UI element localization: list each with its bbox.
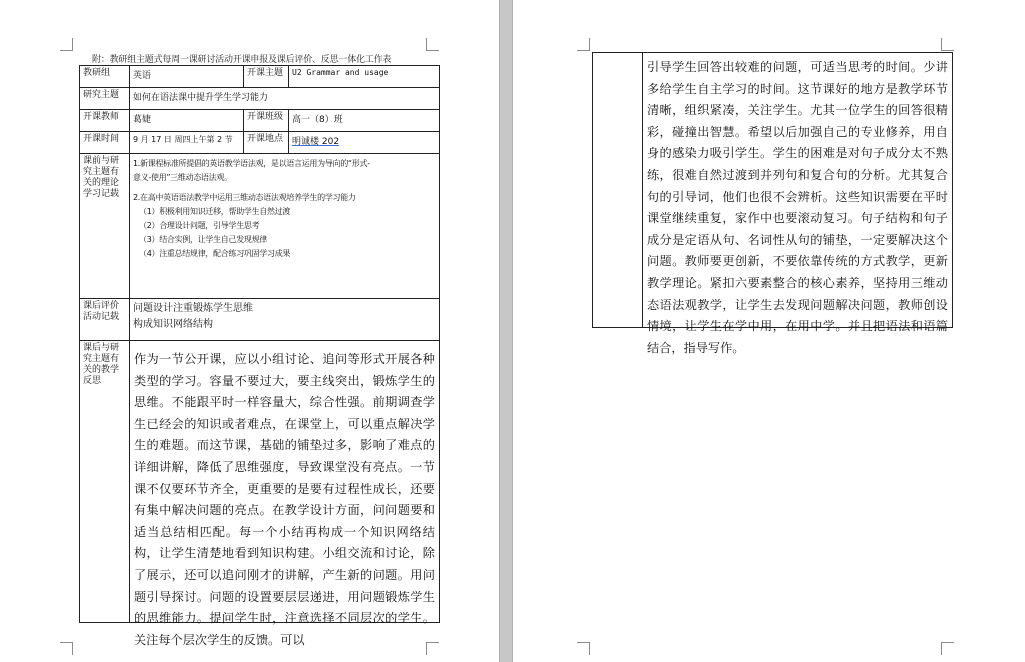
time-value: 9 月 17 日 周四上午第 2 节 <box>130 132 244 154</box>
document-title: 附：教研组主题式每周一课研讨活动开课申报及课后评价、反思一体化工作表 <box>92 55 392 65</box>
worksheet-table-continued <box>592 52 953 355</box>
crop-mark <box>60 38 73 51</box>
reflection-label: 课后与研究主题有关的教学反思 <box>80 341 130 623</box>
teacher-label: 开课教师 <box>80 110 130 132</box>
teacher-value: 葛婕 <box>130 110 244 132</box>
empty-label-cell <box>593 53 643 328</box>
theory-sub-3: （3）结合实例，让学生自己发现规律 <box>139 235 267 244</box>
research-theme-label: 研究主题 <box>80 88 130 110</box>
theory-study-label: 课前与研究主题有关的理论学习记载 <box>80 154 130 299</box>
table-row <box>80 110 440 132</box>
crop-mark <box>941 38 954 51</box>
evaluation-content <box>130 299 440 341</box>
topic-value: U2 Grammar and usage <box>289 66 440 88</box>
time-label: 开课时间 <box>80 132 130 154</box>
place-label: 开课地点 <box>244 132 289 154</box>
table-row <box>80 88 440 110</box>
reflection-continued <box>643 53 953 355</box>
evaluation-label: 课后评价活动记载 <box>80 299 130 341</box>
theory-sub-1: （1）积极利用知识迁移，帮助学生自然过渡 <box>139 207 291 216</box>
topic-label: 开课主题 <box>244 66 289 88</box>
crop-mark <box>577 38 590 51</box>
crop-mark <box>426 642 439 655</box>
worksheet-table <box>79 65 440 647</box>
group-label: 教研组 <box>80 66 130 88</box>
class-value: 高一（8）班 <box>289 110 440 132</box>
document-page-1 <box>0 0 500 662</box>
crop-mark <box>577 642 590 655</box>
table-row <box>80 299 440 341</box>
table-row <box>593 53 953 328</box>
evaluation-line-2: 构成知识网络结构 <box>133 319 213 330</box>
place-value <box>289 132 440 154</box>
crop-mark <box>426 38 439 51</box>
theory-item-2: 2.在高中英语语法教学中运用三维动态语法观培养学生的学习能力 <box>133 193 356 202</box>
theory-item-1-cont: 意义-使用”三维动态语法观。 <box>133 173 232 182</box>
research-theme-value: 如何在语法课中提升学生学习能力 <box>130 88 440 110</box>
reflection-text: 作为一节公开课，应以小组讨论、追问等形式开展各种类型的学习。容量不要过大，要主线突出，锻炼学生的思维。不能跟平时一样容量大，综合性强。前期调查学生已经会的知识或者难点，在课堂上，可以重点解决学生的难题。而这节课，基础的铺垫过多，影响了难点的详细讲解，降低了思维强度，导致课堂没有亮点。一节课不仅要环节齐全，更重要的是要有过程性成长，还要有集中解决问题的亮点。在教学设计方面，问问题要和适当总结相匹配。每一个小结再构成一个知识网络结构，让学生清楚地看到知识构建。小组交流和讨论，除了展示，还可以追问刚才的讲解，产生新的问题。用问题引导探讨。问题的设置要层层递进，用问题锻炼学生的思维能力。提问学生时，注意选择不同层次的学生。关注每个层次学生的反馈。可以 <box>134 352 435 647</box>
table-row <box>80 154 440 299</box>
crop-mark <box>60 642 73 655</box>
theory-sub-4: （4）注重总结规律，配合练习巩固学习成果 <box>139 249 291 258</box>
theory-study-content <box>130 154 440 299</box>
reflection-text-continued: 引导学生回答出较难的问题，可适当思考的时间。少讲多给学生自主学习的时间。这节课好的地方是教学环节清晰，组织紧凑，关注学生。尤其一位学生的回答很精彩，碰撞出智慧。希望以后加强自己的专业修养，用自身的感染力吸引学生。学生的困难是对句子成分太不熟练，很难自然过渡到并列句和复合句的分析。尤其复合句的引导词，他们也很不会辨析。这些知识需要在平时课堂继续重复，家作中也要滚动复习。句子结构和句子成分是定语从句、名词性从句的铺垫，一定要解决这个问题。教师要更创新，不要依靠传统的方式教学，更新教学理论。紧扣六要素整合的核心素养，坚持用三维动态语法观教学，让学生去发现问题解决问题，教师创设情境，让学生在学中用，在用中学。并且把语法和语篇结合，指导写作。 <box>647 60 948 355</box>
class-label: 开课班级 <box>244 110 289 132</box>
group-value: 英语 <box>130 66 244 88</box>
crop-mark <box>941 642 954 655</box>
place-text: 明诚楼 202 <box>292 137 340 147</box>
theory-sub-2: （2）合理设计问题，引导学生思考 <box>139 221 260 230</box>
reflection-content <box>130 341 440 647</box>
document-page-2 <box>512 0 1025 662</box>
evaluation-line-1: 问题设计注重锻炼学生思维 <box>133 303 253 314</box>
table-row <box>80 341 440 623</box>
theory-item-1: 1.新课程标准所提倡的英语教学语法观，是以语言运用为导向的“形式- <box>133 159 370 168</box>
table-row <box>80 132 440 154</box>
table-row <box>80 66 440 88</box>
